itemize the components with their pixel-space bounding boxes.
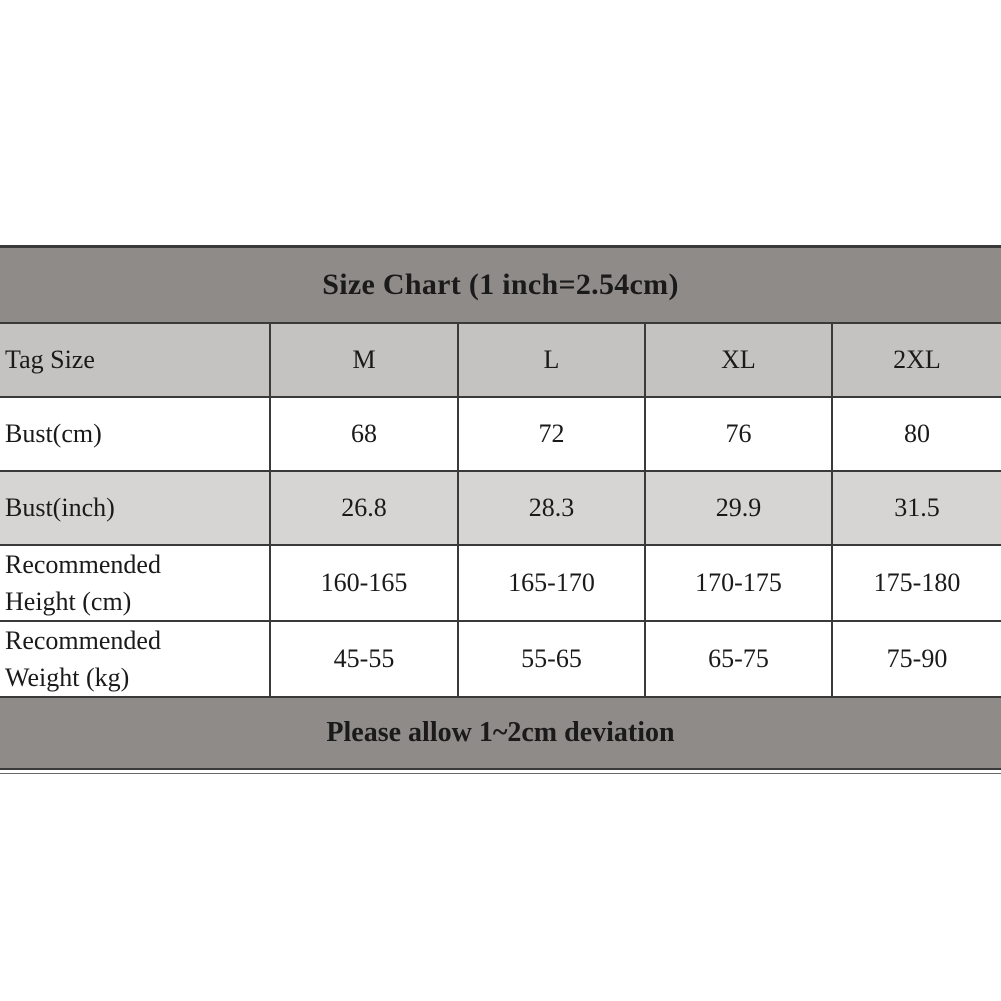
cell: 160-165 bbox=[270, 545, 458, 621]
cell: 175-180 bbox=[832, 545, 1001, 621]
divider bbox=[0, 770, 1001, 774]
cell: 28.3 bbox=[458, 471, 645, 545]
cell: 80 bbox=[832, 397, 1001, 471]
size-m: M bbox=[270, 324, 458, 397]
cell: 65-75 bbox=[645, 621, 832, 697]
cell: 72 bbox=[458, 397, 645, 471]
row-label-line: Recommended bbox=[5, 626, 161, 655]
table-row bbox=[0, 621, 1001, 697]
cell: 26.8 bbox=[270, 471, 458, 545]
size-xl: XL bbox=[645, 324, 832, 397]
size-table bbox=[0, 324, 1001, 698]
cell: 68 bbox=[270, 397, 458, 471]
row-label-bust-cm: Bust(cm) bbox=[0, 397, 270, 471]
cell: 75-90 bbox=[832, 621, 1001, 697]
table-row bbox=[0, 471, 1001, 545]
row-label-height bbox=[0, 545, 270, 621]
cell: 29.9 bbox=[645, 471, 832, 545]
row-label-weight bbox=[0, 621, 270, 697]
row-label-line: Height (cm) bbox=[5, 587, 132, 616]
header-row bbox=[0, 324, 1001, 397]
table-row bbox=[0, 545, 1001, 621]
row-label-line: Weight (kg) bbox=[5, 663, 130, 692]
row-label-bust-inch: Bust(inch) bbox=[0, 471, 270, 545]
cell: 45-55 bbox=[270, 621, 458, 697]
cell: 76 bbox=[645, 397, 832, 471]
chart-title: Size Chart (1 inch=2.54cm) bbox=[0, 248, 1001, 324]
cell: 170-175 bbox=[645, 545, 832, 621]
size-l: L bbox=[458, 324, 645, 397]
cell: 165-170 bbox=[458, 545, 645, 621]
size-2xl: 2XL bbox=[832, 324, 1001, 397]
deviation-note: Please allow 1~2cm deviation bbox=[0, 698, 1001, 770]
row-label-line: Recommended bbox=[5, 550, 161, 579]
cell: 55-65 bbox=[458, 621, 645, 697]
size-chart bbox=[0, 245, 1001, 774]
cell: 31.5 bbox=[832, 471, 1001, 545]
tag-size-label: Tag Size bbox=[0, 324, 270, 397]
table-row bbox=[0, 397, 1001, 471]
